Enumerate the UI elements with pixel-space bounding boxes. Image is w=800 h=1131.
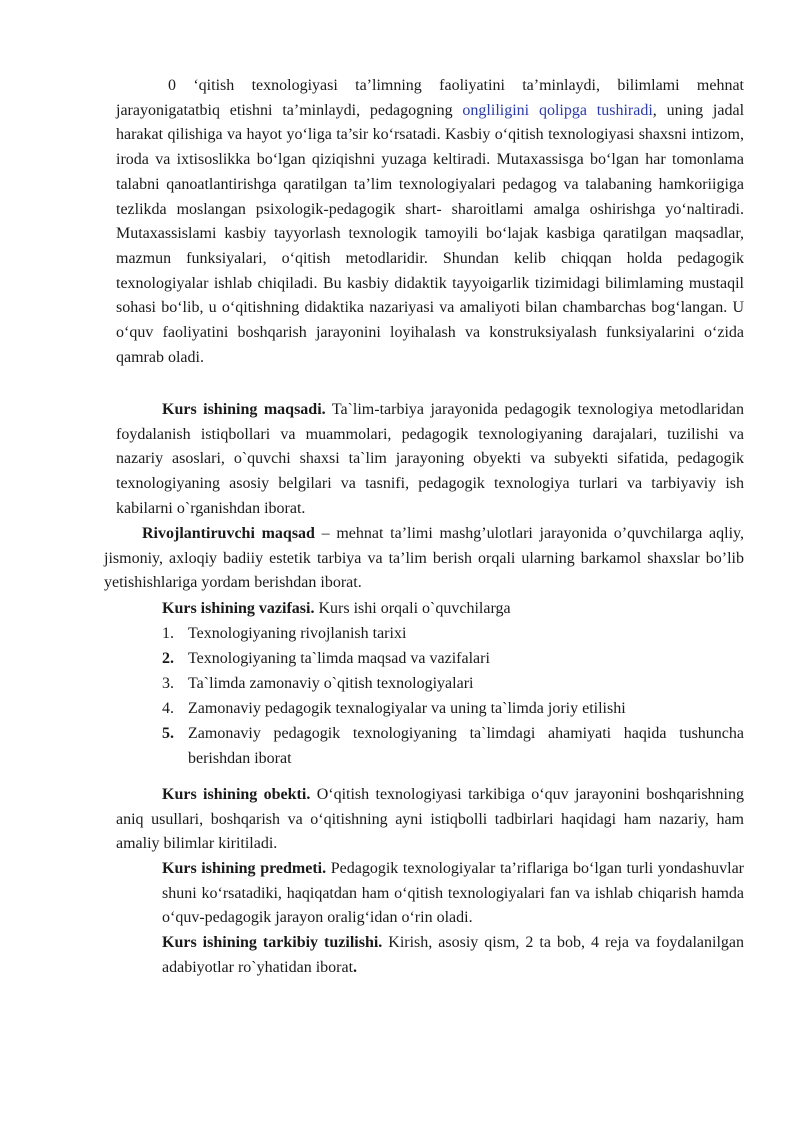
subject-label: Kurs ishining predmeti. <box>162 860 327 877</box>
tasks-label: Kurs ishining vazifasi. <box>162 600 315 617</box>
list-item-text: Texnologiyaning ta`limda maqsad va vazifalari <box>188 650 490 667</box>
object-paragraph <box>116 783 744 857</box>
highlighted-phrase: ongliligini qolipga tushiradi <box>462 101 653 119</box>
goal-paragraph <box>116 398 744 522</box>
list-item-text: Zamonaviy pedagogik texnologiyaning ta`limdagi ahamiyati haqida tushuncha berishdan iborat <box>188 725 744 767</box>
tasks-heading <box>162 597 744 622</box>
list-number: 4. <box>162 700 174 717</box>
list-item-text: Zamonaviy pedagogik texnalogiyalar va uning ta`limda joriy etilishi <box>188 700 626 717</box>
intro-paragraph <box>116 74 744 370</box>
intro-text-rest: , uning jadal harakat qilishiga va hayot yo‘liga ta’sir ko‘rsatadi. Kasbiy o‘qitish texnologiyasi shaxsni intizom, iroda va ixtisoslikka bo‘lgan qiziqishni yuzaga keltiradi. Mutaxassisga bo‘lgan har tomonlama talabni qanoatlantirishga qaratilgan ta’lim texnologiyalari pedagog va talabaning hamkoriigiga tezlikda moslangan psixologik-pedagogik shart- sharoitlami amalga oshirishga yo‘naltiradi. Mutaxassislami kasbiy tayyorlash texnologik tamoyili bo‘lajak kasbiga qaratilgan maqsadlar, mazmun funksiyalari, o‘qitish metodlaridir. Shundan kelib chiqqan holda pedagogik texnologiyalar ishlab chiqiladi. Bu kasbiy didaktik tayyoigarlik tizimidagi bilimlaming mustaqil sohasi bo‘lib, u o‘qitishning didaktika nazariyasi va amaliyoti bilan chambarchas bog‘langan. U o‘quv faoliyatini boshqarish jarayonini loyihalash va konstruksiyalash funksiyalarini o‘zida qamrab oladi. <box>116 101 745 366</box>
developmental-goal-text: – mehnat ta’limi mashg’ulotlari jarayonida o’quvchilarga aqliy, jismoniy, axloqiy badiiy estetik tarbiya va ta’lim berish orqali ularning barkamol shaxslar bo’lib yetishishlariga yordam berishdan iborat. <box>104 525 744 592</box>
structure-end: . <box>353 958 358 976</box>
subject-text: Pedagogik texnologiyalar ta’riflariga bo‘lgan turli yondashuvlar shuni ko‘rsatadiki, haqiqatdan ham o‘qitish texnologiyalari fan va ishlab chiqarish hamda o‘quv-pedagogik jarayon oralig‘idan o‘rin oladi. <box>162 860 744 927</box>
tasks-intro-text: Kurs ishi orqali o`quvchilarga <box>314 600 511 617</box>
object-label: Kurs ishining obekti. <box>162 786 311 803</box>
subject-paragraph <box>162 857 744 931</box>
goal-label: Kurs ishining maqsadi. <box>162 401 326 418</box>
developmental-goal-label: Rivojlantiruvchi maqsad <box>142 525 315 542</box>
structure-paragraph <box>162 931 744 980</box>
intro-text-start: 0 ‘qitish texnologiyasi ta’limning faoliyatini ta’minlaydi, bilimlami mehnat jarayonigatatbiq etishni ta’minlaydi, pedagogning <box>116 77 744 119</box>
list-item-text: Ta`limda zamonaviy o`qitish texnologiyalari <box>188 675 474 692</box>
list-number: 1. <box>162 625 174 642</box>
structure-text: Kirish, asosiy qism, 2 ta bob, 4 reja va foydalanilgan adabiyotlar ro`yhatidan iborat <box>162 934 744 976</box>
developmental-goal-paragraph <box>104 522 744 596</box>
list-number: 3. <box>162 675 174 692</box>
structure-label: Kurs ishining tarkibiy tuzilishi. <box>162 934 383 951</box>
list-item-text: Texnologiyaning rivojlanish tarixi <box>188 625 407 642</box>
list-number: 2. <box>162 650 174 667</box>
goal-text: Ta`lim-tarbiya jarayonida pedagogik texnologiya metodlaridan foydalanish istiqbollari va muammolari, pedagogik texnologiyaning darajalari, tuzilishi va nazariy asoslari, o`quvchi shaxsi ta`lim jarayoning obyekti va subyekti sifatida, pedagogik texnologiyaning asosiy belgilari va tasnifi, pedagogik texnologiya turlari va tarbiyaviy ish kabilarni o`rganishdan iborat. <box>116 401 744 517</box>
object-text: O‘qitish texnologiyasi tarkibiga o‘quv jarayonini boshqarishning aniq usullari, boshqarish va o‘qitishning ayni istiqbolli tadbirlari haqidagi ham nazariy, ham amaliy bilimlar kiritiladi. <box>116 786 744 853</box>
list-number: 5. <box>162 725 174 742</box>
